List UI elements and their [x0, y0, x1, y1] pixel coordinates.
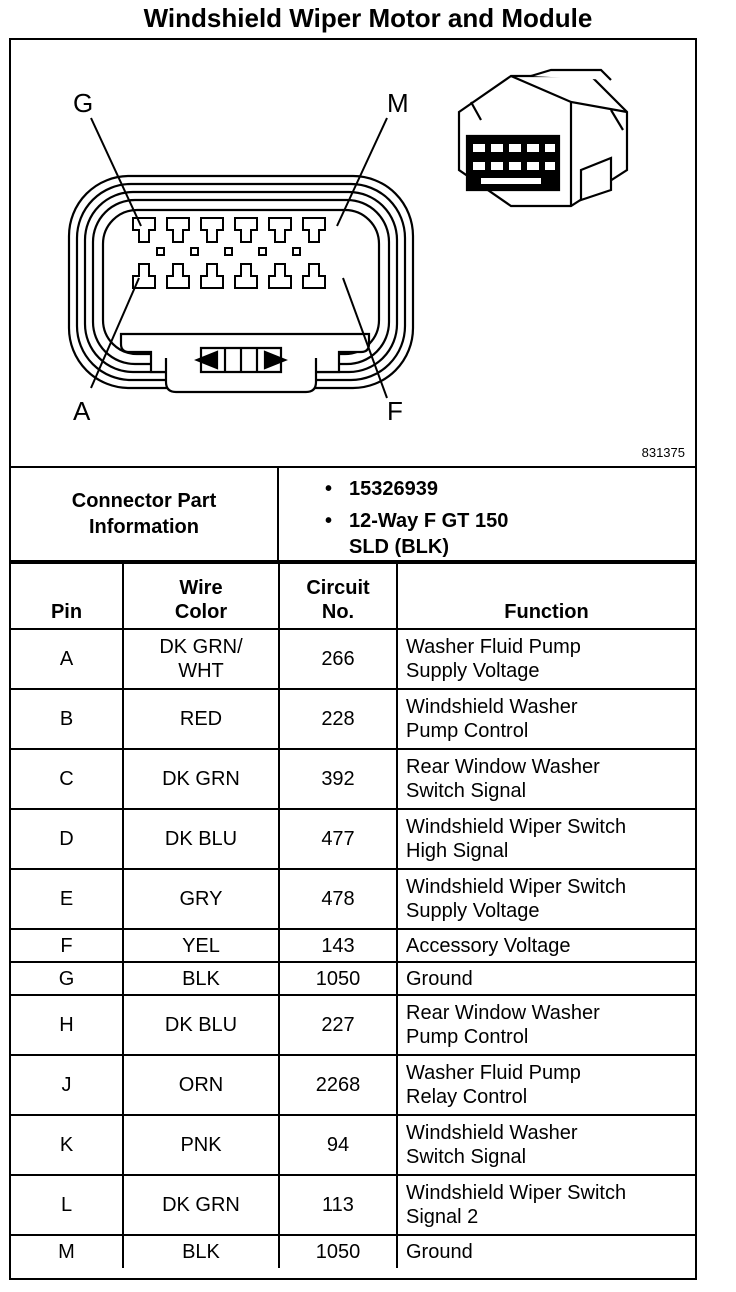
table-row [11, 1115, 695, 1175]
connector-face-drawing [11, 40, 695, 466]
wire-color-cell: DK GRN [123, 749, 279, 809]
pin-cell: M [11, 1235, 123, 1268]
function-cell: Rear Window Washer Pump Control [397, 995, 695, 1055]
wire-color-cell: BLK [123, 962, 279, 995]
table-row [11, 1175, 695, 1235]
pin-cell: H [11, 995, 123, 1055]
table-row [11, 689, 695, 749]
circuit-cell: 392 [279, 749, 397, 809]
function-cell: Windshield Washer Switch Signal [397, 1115, 695, 1175]
pin-cell: F [11, 929, 123, 962]
connector-type: • 12-Way F GT 150 SLD (BLK) [321, 508, 508, 560]
table-row [11, 1235, 695, 1268]
pin-label-a: A [73, 396, 91, 426]
function-cell: Windshield Wiper Switch Supply Voltage [397, 869, 695, 929]
connector-part-information [11, 466, 695, 562]
wire-color-cell: GRY [123, 869, 279, 929]
document-frame [9, 38, 697, 1280]
header-function: Function [397, 563, 695, 629]
wire-color-cell: BLK [123, 1235, 279, 1268]
wire-color-cell: RED [123, 689, 279, 749]
pin-cell: G [11, 962, 123, 995]
pin-cell: B [11, 689, 123, 749]
page-title: Windshield Wiper Motor and Module [143, 3, 593, 33]
figure-reference-number: 831375 [641, 445, 685, 460]
function-cell: Windshield Washer Pump Control [397, 689, 695, 749]
wire-color-cell: ORN [123, 1055, 279, 1115]
circuit-cell: 1050 [279, 962, 397, 995]
table-row [11, 869, 695, 929]
circuit-cell: 2268 [279, 1055, 397, 1115]
function-cell: Ground [397, 962, 695, 995]
connector-info-list [321, 476, 508, 566]
function-cell: Washer Fluid Pump Relay Control [397, 1055, 695, 1115]
connector-info-label: Connector Part Information [11, 468, 279, 560]
function-cell: Windshield Wiper Switch Signal 2 [397, 1175, 695, 1235]
header-pin: Pin [11, 563, 123, 629]
function-cell: Accessory Voltage [397, 929, 695, 962]
pin-label-f: F [387, 396, 403, 426]
table-row [11, 749, 695, 809]
connector-diagram [11, 40, 695, 466]
pin-cell: K [11, 1115, 123, 1175]
circuit-cell: 228 [279, 689, 397, 749]
wire-color-cell: DK GRN [123, 1175, 279, 1235]
circuit-cell: 477 [279, 809, 397, 869]
pin-cell: J [11, 1055, 123, 1115]
pin-label-m: M [387, 88, 409, 118]
wire-color-cell: DK BLU [123, 809, 279, 869]
pin-table [11, 562, 695, 1268]
circuit-cell: 143 [279, 929, 397, 962]
table-row [11, 962, 695, 995]
table-row [11, 929, 695, 962]
circuit-cell: 1050 [279, 1235, 397, 1268]
function-cell: Washer Fluid Pump Supply Voltage [397, 629, 695, 689]
pin-label-g: G [73, 88, 94, 118]
circuit-cell: 227 [279, 995, 397, 1055]
function-cell: Rear Window Washer Switch Signal [397, 749, 695, 809]
wire-color-cell: PNK [123, 1115, 279, 1175]
pin-cell: D [11, 809, 123, 869]
function-cell: Ground [397, 1235, 695, 1268]
pin-cell: L [11, 1175, 123, 1235]
circuit-cell: 266 [279, 629, 397, 689]
wire-color-cell: YEL [123, 929, 279, 962]
circuit-cell: 94 [279, 1115, 397, 1175]
wire-color-cell: DK GRN/ WHT [123, 629, 279, 689]
table-header-row [11, 563, 695, 629]
header-wire-color: Wire Color [123, 563, 279, 629]
table-row [11, 995, 695, 1055]
table-row [11, 1055, 695, 1115]
function-cell: Windshield Wiper Switch High Signal [397, 809, 695, 869]
pin-cell: A [11, 629, 123, 689]
table-row [11, 809, 695, 869]
part-number: • 15326939 [321, 476, 508, 502]
circuit-cell: 478 [279, 869, 397, 929]
header-circuit-no: Circuit No. [279, 563, 397, 629]
pin-cell: C [11, 749, 123, 809]
circuit-cell: 113 [279, 1175, 397, 1235]
table-row [11, 629, 695, 689]
wire-color-cell: DK BLU [123, 995, 279, 1055]
pin-cell: E [11, 869, 123, 929]
